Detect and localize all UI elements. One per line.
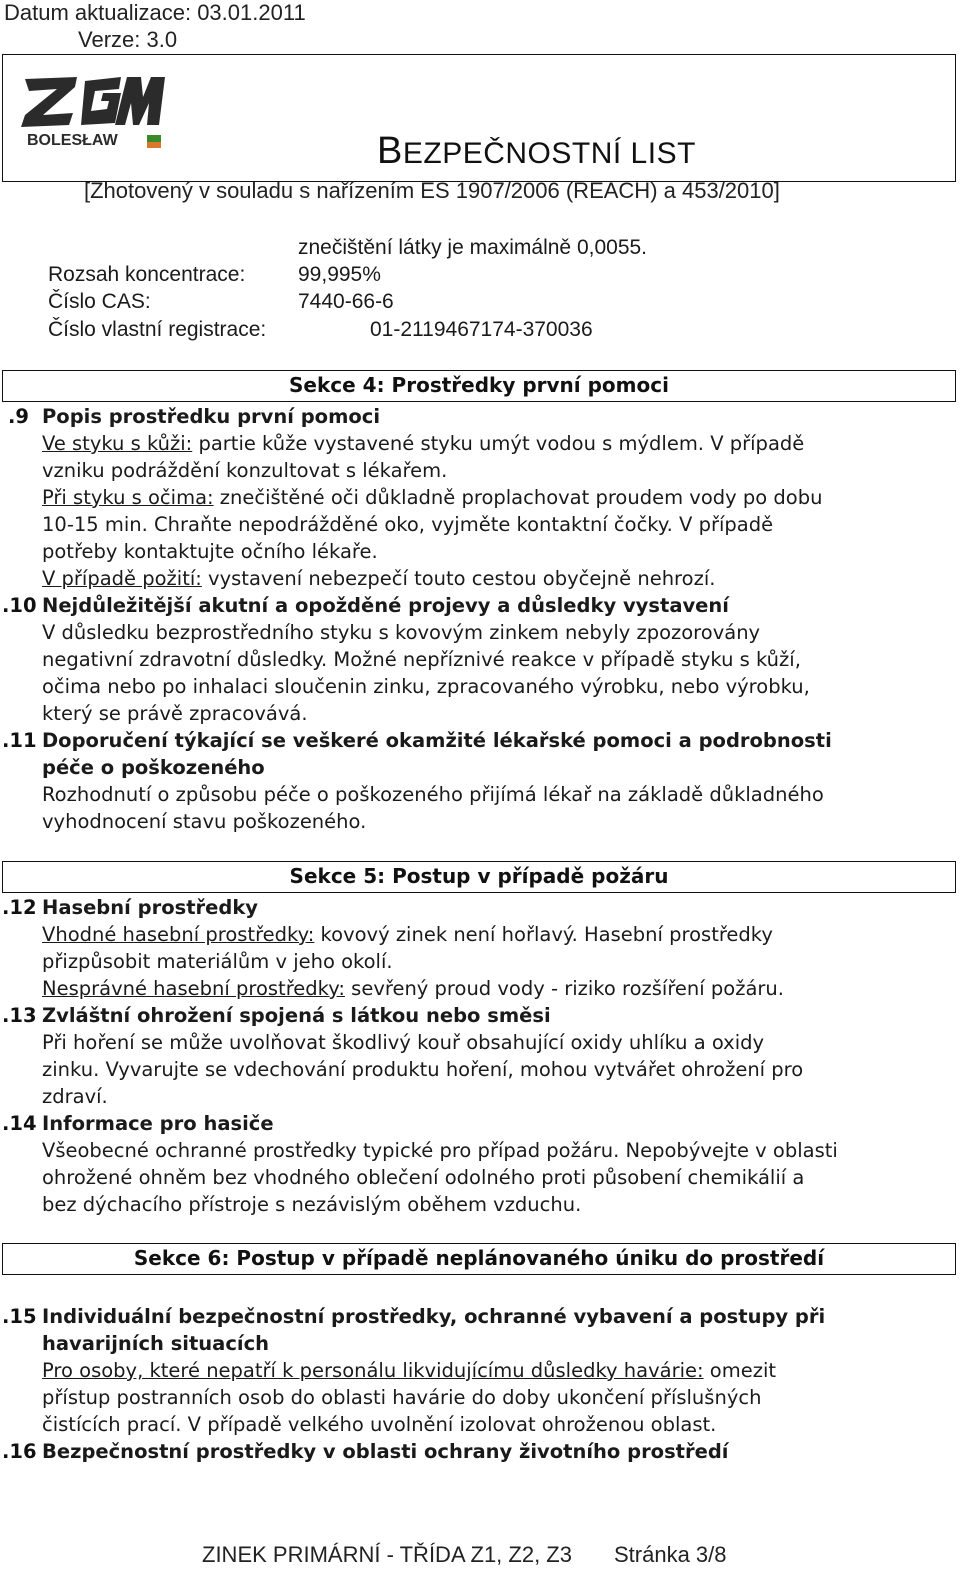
suitable-media-line: Vhodné hasební prostředky: kovový zinek není hořlavý. Hasební prostředky — [42, 923, 773, 946]
logo-text: BOLESŁAW — [27, 132, 118, 149]
item-14-heading: Informace pro hasiče — [42, 1112, 274, 1135]
item-11-text-1: Rozhodnutí o způsobu péče o poškozeného přijímá lékař na základě důkladného — [42, 783, 824, 806]
item-11-heading-2: péče o poškozeného — [42, 756, 265, 779]
eye-contact-line-2: 10-15 min. Chraňte nepodrážděné oko, vyjměte kontaktní čočky. V případě — [42, 513, 774, 536]
eye-contact-line: Při styku s očima: znečištěné oči důkladně proplachovat proudem vody po dobu — [42, 486, 823, 509]
concentration-value: 99,995% — [298, 263, 381, 286]
section-5-title: Sekce 5: Postup v případě požáru — [289, 864, 669, 888]
skin-contact-line-2: vzniku podráždění konzultovat s lékařem. — [42, 459, 448, 482]
unsuitable-media-line: Nesprávné hasební prostředky: sevřený proud vody - riziko rozšíření požáru. — [42, 977, 784, 1000]
item-15-number: .15 — [2, 1305, 37, 1328]
item-15-heading-2: havarijních situacích — [42, 1332, 270, 1355]
item-10-heading: Nejdůležitější akutní a opožděné projevy a důsledky vystavení — [42, 594, 729, 617]
item-10-text-4: který se právě zpracovává. — [42, 702, 308, 725]
cas-label: Číslo CAS: — [48, 290, 151, 313]
personnel-label: Pro osoby, které nepatří k personálu likvidujícímu důsledky havárie: — [42, 1359, 704, 1382]
composition-note: znečištění látky je maximálně 0,0055. — [298, 236, 648, 259]
item-15-text-1: Pro osoby, které nepatří k personálu likvidujícímu důsledky havárie: omezit — [42, 1359, 777, 1382]
item-13-number: .13 — [2, 1004, 37, 1027]
registration-label: Číslo vlastní registrace: — [48, 318, 267, 341]
item-14-text-3: bez dýchacího přístroje s nezávislým oběhem vzduchu. — [42, 1193, 582, 1216]
registration-value: 01-2119467174-370036 — [370, 318, 593, 341]
footer-page-number: Stránka 3/8 — [614, 1542, 727, 1567]
section-5-header — [2, 861, 956, 893]
update-date: Datum aktualizace: 03.01.2011 — [4, 0, 306, 25]
skin-contact-label: Ve styku s kůži: — [42, 432, 193, 455]
item-13-text-1: Při hoření se může uvolňovat škodlivý kouř obsahující oxidy uhlíku a oxidy — [42, 1031, 765, 1054]
cas-value: 7440-66-6 — [298, 290, 394, 313]
section-6-title: Sekce 6: Postup v případě neplánovaného úniku do prostředí — [133, 1246, 825, 1270]
item-11-heading: Doporučení týkající se veškeré okamžité lékařské pomoci a podrobnosti — [42, 729, 832, 752]
ingestion-label: V případě požití: — [42, 567, 202, 590]
item-11-text-2: vyhodnocení stavu poškozeného. — [42, 810, 367, 833]
section-4-title: Sekce 4: Prostředky první pomoci — [289, 373, 669, 397]
item-10-text-3: očima nebo po inhalaci sloučenin zinku, zpracovaného výrobku, nebo výrobku, — [42, 675, 810, 698]
suitable-media-label: Vhodné hasební prostředky: — [42, 923, 315, 946]
item-15-text-3: čistících prací. V případě velkého uvolnění izolovat ohroženou oblast. — [42, 1413, 717, 1436]
section-4-header — [2, 370, 956, 402]
item-9-number: .9 — [8, 405, 29, 428]
item-10-number: .10 — [2, 594, 37, 617]
item-12-number: .12 — [2, 896, 37, 919]
section-6-header — [2, 1243, 956, 1275]
eye-contact-line-3: potřeby kontaktujte očního lékaře. — [42, 540, 378, 563]
item-13-text-2: zinku. Vyvarujte se vdechování produktu hoření, mohou vytvářet ohrožení pro — [42, 1058, 804, 1081]
document-title: BEZPEČNOSTNÍ LIST — [377, 130, 696, 172]
item-10-text-1: V důsledku bezprostředního styku s kovovým zinkem nebyly zpozorovány — [42, 621, 761, 644]
suitable-media-line-2: přizpůsobit materiálům v jeho okolí. — [42, 950, 393, 973]
item-10-text-2: negativní zdravotní důsledky. Možné nepříznivé reakce v případě styku s kůží, — [42, 648, 801, 671]
logo-graphic — [21, 73, 166, 153]
item-13-heading: Zvláštní ohrožení spojená s látkou nebo směsi — [42, 1004, 551, 1027]
item-14-number: .14 — [2, 1112, 37, 1135]
item-11-number: .11 — [2, 729, 37, 752]
item-14-text-1: Všeobecné ochranné prostředky typické pro případ požáru. Nepobývejte v oblasti — [42, 1139, 838, 1162]
unsuitable-media-label: Nesprávné hasební prostředky: — [42, 977, 345, 1000]
eye-contact-label: Při styku s očima: — [42, 486, 214, 509]
item-15-heading: Individuální bezpečnostní prostředky, ochranné vybavení a postupy při — [42, 1305, 826, 1328]
ingestion-line: V případě požití: vystavení nebezpečí touto cestou obyčejně nehrozí. — [42, 567, 716, 590]
title-box — [2, 54, 956, 182]
item-16-number: .16 — [2, 1440, 37, 1463]
item-9-heading: Popis prostředku první pomoci — [42, 405, 381, 428]
company-logo — [21, 73, 166, 153]
concentration-label: Rozsah koncentrace: — [48, 263, 246, 286]
item-14-text-2: ohrožené ohněm bez vhodného oblečení odolného proti působení chemikálií a — [42, 1166, 805, 1189]
item-12-heading: Hasební prostředky — [42, 896, 259, 919]
footer-product: ZINEK PRIMÁRNÍ - TŘÍDA Z1, Z2, Z3 — [202, 1542, 572, 1567]
item-15-text-2: přístup postranních osob do oblasti havárie do doby ukončení příslušných — [42, 1386, 762, 1409]
skin-contact-line: Ve styku s kůži: partie kůže vystavené styku umýt vodou s mýdlem. V případě — [42, 432, 805, 455]
document-subtitle: [Zhotovený v souladu s nařízením ES 1907/2006 (REACH) a 453/2010] — [84, 178, 780, 203]
item-16-heading: Bezpečnostní prostředky v oblasti ochrany životního prostředí — [42, 1440, 729, 1463]
item-13-text-3: zdraví. — [42, 1085, 108, 1108]
version: Verze: 3.0 — [78, 27, 178, 52]
